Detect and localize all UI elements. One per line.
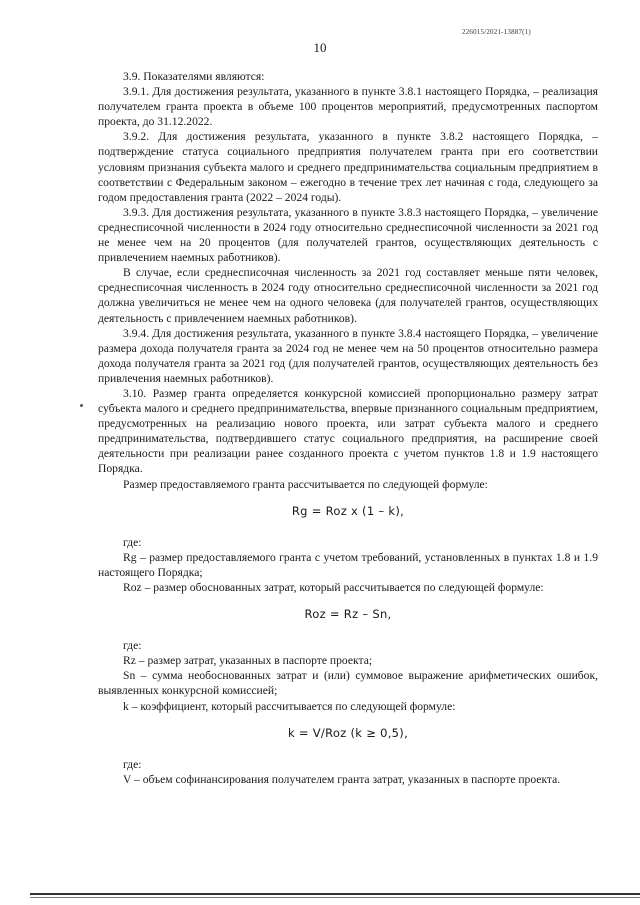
paragraph-3-9: 3.9. Показателями являются:: [123, 70, 265, 83]
document-body: [98, 69, 598, 787]
scan-bottom-edge-inner: [30, 897, 640, 898]
paragraph-3-9-2: 3.9.2. Для достижения результата, указанного в пункте 3.8.2 настоящего Порядка, – подтверждение статуса социального предприятия получателем гранта при его соответствии условиям признания субъекта малого и среднего предпринимательства социальным предприятием в соответствии с Федеральным законом – ежегодно в течение трех лет начиная с года, следующего за годом предоставления гранта (2022 – 2024 годы).: [98, 130, 598, 204]
scan-bottom-edge: [30, 893, 640, 895]
definition-sn: Sn – сумма необоснованных затрат и (или) суммовое выражение арифметических ошибок, выявленных конкурсной комиссией;: [98, 669, 598, 698]
scan-artifact: [80, 404, 83, 407]
paragraph-staff-case: В случае, если среднесписочная численность за 2021 год составляет меньше пяти человек, среднесписочная численность в 2024 году относительно среднесписочной численности за 2021 год должна увеличиться не менее чем на одного человека (для получателей грантов, осуществляющих деятельность с привлечением наемных работников).: [98, 266, 598, 325]
formula-k: k = V/Roz (k ≥ 0,5),: [287, 725, 409, 740]
document-registration-number: 226015/2021-13887(1): [462, 28, 531, 36]
where-label: где:: [123, 535, 142, 549]
paragraph-3-10: 3.10. Размер гранта определяется конкурсной комиссией пропорционально размеру затрат субъекта малого и среднего предпринимательства, впервые признанного социальным предприятием, предусмотренных на реализацию нового проекта, или затрат субъекта малого и среднего предпринимательства, подтвердившего статус социального предприятия, на расширение своей деятельности при реализации ранее созданного проекта с учетом пунктов 1.8 и 1.9 настоящего Порядка.: [98, 386, 598, 476]
definition-rg: Rg – размер предоставляемого гранта с учетом требований, установленных в пунктах 1.8 и 1.9 настоящего Порядка;: [98, 550, 598, 579]
definition-roz: Roz – размер обоснованных затрат, который рассчитывается по следующей формуле:: [123, 581, 544, 594]
paragraph-3-9-3: 3.9.3. Для достижения результата, указанного в пункте 3.8.3 настоящего Порядка, – увеличение среднесписочной численности в 2024 году относительно среднесписочной численности за 2021 год не менее чем на 20 процентов (для получателей грантов, осуществляющих деятельность с привлечением наемных работников).: [98, 205, 598, 265]
page-number: 10: [313, 40, 327, 55]
paragraph-3-9-4: 3.9.4. Для достижения результата, указанного в пункте 3.8.4 настоящего Порядка, – увеличение размера дохода получателя гранта за 2024 год не менее чем на 50 процентов относительно размера дохода получателя гранта за 2021 год (для получателей грантов, осуществляющих деятельность без привлечения наемных работников).: [98, 326, 598, 385]
where-label: где:: [123, 639, 142, 653]
paragraph-formula-intro: Размер предоставляемого гранта рассчитывается по следующей формуле:: [123, 477, 488, 491]
definition-k: k – коэффициент, который рассчитывается по следующей формуле:: [123, 699, 456, 713]
formula-roz: Roz = Rz – Sn,: [304, 607, 392, 622]
where-label: где:: [123, 757, 142, 771]
formula-grant: Rg = Roz x (1 – k),: [291, 503, 405, 518]
paragraph-3-9-1: 3.9.1. Для достижения результата, указанного в пункте 3.8.1 настоящего Порядка, – реализация получателем гранта проекта в объеме 100 процентов мероприятий, предусмотренных паспортом проекта, до 31.12.2022.: [98, 85, 598, 129]
definition-rz: Rz – размер затрат, указанных в паспорте проекта;: [123, 654, 373, 668]
definition-v: V – объем софинансирования получателем гранта затрат, указанных в паспорте проекта.: [123, 772, 561, 786]
